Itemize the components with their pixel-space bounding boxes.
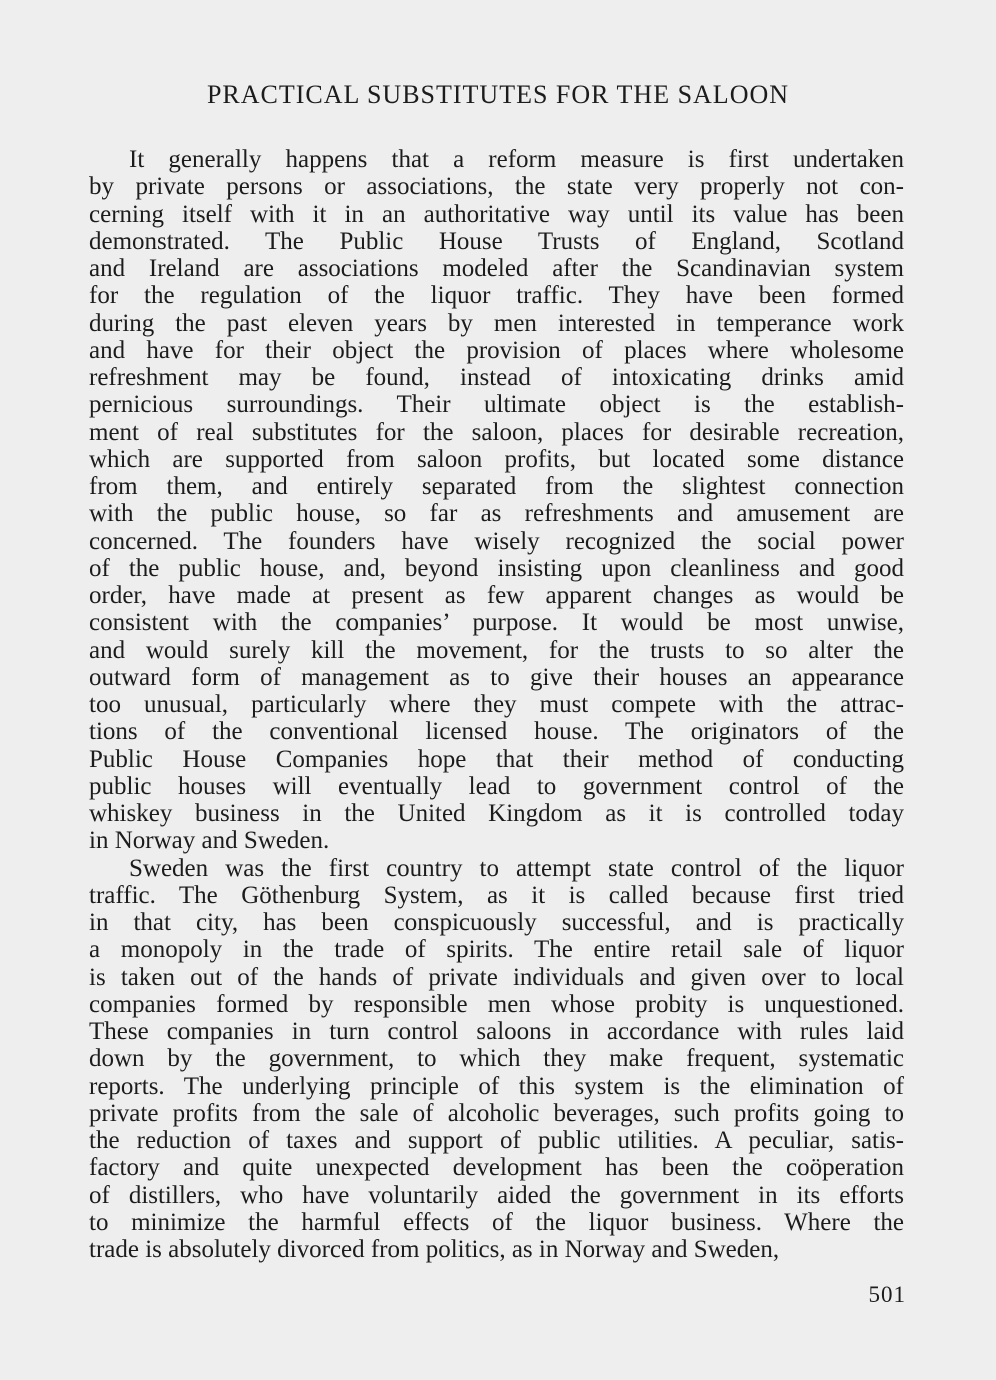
text-line: which are supported from saloon profits, but located some distance xyxy=(89,445,904,473)
text-line: These companies in turn control saloons in accordance with rules laid xyxy=(89,1018,904,1045)
text-line: consistent with the companies’ purpose. It would be most unwise, xyxy=(89,609,904,637)
text-line: tions of the conventional licensed house. The originators of the xyxy=(89,718,904,746)
text-line: from them, and entirely separated from the slightest connection xyxy=(89,473,904,500)
text-line: a monopoly in the trade of spirits. The entire retail sale of liquor xyxy=(89,936,904,964)
text-line: ment of real substitutes for the saloon, places for desirable recreation, xyxy=(89,418,904,446)
text-line: whiskey business in the United Kingdom as it is controlled today xyxy=(89,800,904,827)
text-line: public houses will eventually lead to government control of the xyxy=(89,772,904,800)
text-line: to minimize the harmful effects of the liquor business. Where the xyxy=(89,1208,904,1236)
page-number: 501 xyxy=(868,1282,906,1307)
text-line: demonstrated. The Public House Trusts of England, Scotland xyxy=(89,227,904,255)
text-line: Public House Companies hope that their method of conducting xyxy=(89,745,904,773)
text-line: for the regulation of the liquor traffic. They have been formed xyxy=(89,282,904,310)
text-line: by private persons or associations, the state very properly not con- xyxy=(89,173,904,201)
text-line: of distillers, who have voluntarily aided the government in its efforts xyxy=(89,1181,904,1209)
text-line: in that city, has been conspicuously successful, and is practically xyxy=(89,909,904,936)
text-line: is taken out of the hands of private individuals and given over to local xyxy=(89,963,904,991)
text-line: pernicious surroundings. Their ultimate object is the establish- xyxy=(89,391,904,419)
text-line: traffic. The Göthenburg System, as it is called because first tried xyxy=(89,881,904,909)
text-line: private profits from the sale of alcoholic beverages, such profits going to xyxy=(89,1099,904,1127)
text-line: during the past eleven years by men interested in temperance work xyxy=(89,309,904,337)
paragraph xyxy=(89,146,904,855)
text-line: companies formed by responsible men whose probity is unquestioned. xyxy=(89,990,904,1018)
text-line: of the public house, and, beyond insisting upon cleanliness and good xyxy=(89,554,904,582)
text-line: and have for their object the provision of places where wholesome xyxy=(89,336,904,364)
text-line: reports. The underlying principle of this system is the elimination of xyxy=(89,1072,904,1100)
text-line: and Ireland are associations modeled after the Scandinavian system xyxy=(89,255,904,282)
paragraph xyxy=(89,855,904,1264)
text-line: trade is absolutely divorced from politics, as in Norway and Sweden, xyxy=(89,1236,780,1263)
text-line: outward form of management as to give their houses an appearance xyxy=(89,663,904,691)
text-line: order, have made at present as few apparent changes as would be xyxy=(89,582,904,609)
text-line: concerned. The founders have wisely recognized the social power xyxy=(89,527,904,555)
text-line: It generally happens that a reform measure is first undertaken xyxy=(129,146,904,173)
text-line: in Norway and Sweden. xyxy=(89,827,330,855)
body-text xyxy=(89,146,904,1263)
text-line: refreshment may be found, instead of intoxicating drinks amid xyxy=(89,364,904,391)
text-line: and would surely kill the movement, for the trusts to so alter the xyxy=(89,636,904,664)
text-line: factory and quite unexpected development has been the coöperation xyxy=(89,1154,904,1182)
text-line: with the public house, so far as refreshments and amusement are xyxy=(89,500,904,528)
text-line: the reduction of taxes and support of public utilities. A peculiar, satis- xyxy=(89,1127,904,1154)
text-line: cerning itself with it in an authoritative way until its value has been xyxy=(89,200,904,228)
text-line: Sweden was the first country to attempt state control of the liquor xyxy=(129,854,904,882)
running-head: PRACTICAL SUBSTITUTES FOR THE SALOON xyxy=(206,80,790,109)
text-line: down by the government, to which they make frequent, systematic xyxy=(89,1045,904,1073)
text-line: too unusual, particularly where they must compete with the attrac- xyxy=(89,691,904,718)
